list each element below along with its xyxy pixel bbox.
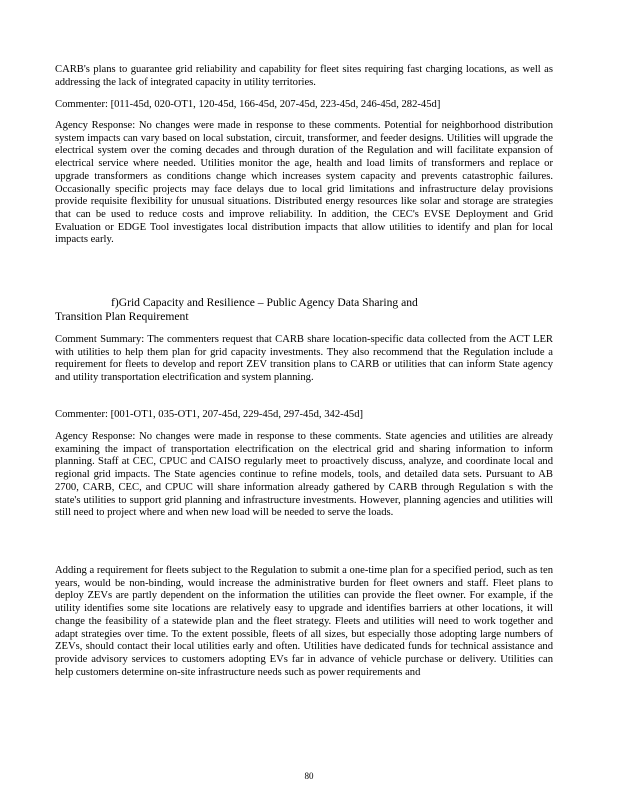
- paragraph-continued: CARB's plans to guarantee grid reliability and capability for fleet sites requiring fast charging locations, as well as addressing the lack of integrated capacity in utility territories.: [55, 64, 553, 88]
- agency-response-2-continued: Adding a requirement for fleets subject to the Regulation to submit a one-time plan for a specified period, such as ten years, would be non-binding, would increase the administrative burden for fleet owners and staff. Fleet plans to deploy ZEVs are partly dependent on the information the utilities can provide the fleet owner. For example, if the utility identifies some site locations are relatively easy to upgrade and identifies barriers at other locations, it will change the feasibility of a statewide plan and the fleet strategy. Fleets and utilities will need to work together and adapt strategies over time. To the extent possible, fleets of all sizes, but especially those adopting large numbers of ZEVs, should contact their local utilities early and often. Utilities have dedicated funds for technical assistance and provide advisory services to customers adopting EVs far in advance of vehicle purchase or delivery. Utilities can help customers determine on-site infrastructure needs such as power requirements and: [55, 565, 553, 678]
- comment-summary-2: Comment Summary: The commenters request that CARB share location-specific data collected from the ACT LER with utilities to help them plan for grid capacity investments. They also recommend that the Regulation include a requirement for fleets to develop and report ZEV transition plans to CARB or utilities that can inform State agency and utility transportation electrification and system planning.: [55, 334, 553, 384]
- page-number: 80: [304, 771, 314, 781]
- agency-response-1: Agency Response: No changes were made in response to these comments. Potential for neighborhood distribution system impacts can vary based on local substation, circuit, transformer, and feeder designs. Utilities will upgrade the electrical system over the coming decades and through duration of the Regulation and will facilitate expansion of electrical service where needed. Utilities monitor the age, health and load limits of transformers and replace or upgrade transformers as conditions change which increases system capacity and prevents catastrophic failures. Occasionally specific projects may face delays due to local grid limitations and infrastructure delay provisions provide requisite flexibility for unusual situations. Distributed energy resources like solar and storage are strategies that can be used to reduce costs and improve reliability. In addition, the CEC's EVSE Deployment and Grid Evaluation or EDGE Tool investigates local distribution impacts that allow utilities to identify and plan for local impacts early.: [55, 120, 553, 246]
- section-heading-line-1: f)Grid Capacity and Resilience – Public Agency Data Sharing and: [111, 296, 418, 309]
- commenter-list-1: Commenter: [011-45d, 020-OT1, 120-45d, 166-45d, 207-45d, 223-45d, 246-45d, 282-45d]: [55, 99, 441, 110]
- section-heading-line-2: Transition Plan Requirement: [55, 310, 189, 323]
- section-heading: [55, 296, 555, 324]
- agency-response-2: Agency Response: No changes were made in response to these comments. State agencies and utilities are already examining the impact of transportation electrification on the electrical grid and sharing information to inform planning. Staff at CEC, CPUC and CAISO regularly meet to proactively discuss, analyze, and coordinate local and regional grid impacts. The State agencies continue to refine models, tools, and detailed data sets. Pursuant to AB 2700, CARB, CEC, and CPUC will share information already gathered by CARB through Regulation s with the state's utilities to support grid planning and infrastructure investments. However, planning agencies and utilities will still need to project where and when new load will be needed to serve the loads.: [55, 431, 553, 519]
- commenter-list-2: Commenter: [001-OT1, 035-OT1, 207-45d, 229-45d, 297-45d, 342-45d]: [55, 409, 364, 420]
